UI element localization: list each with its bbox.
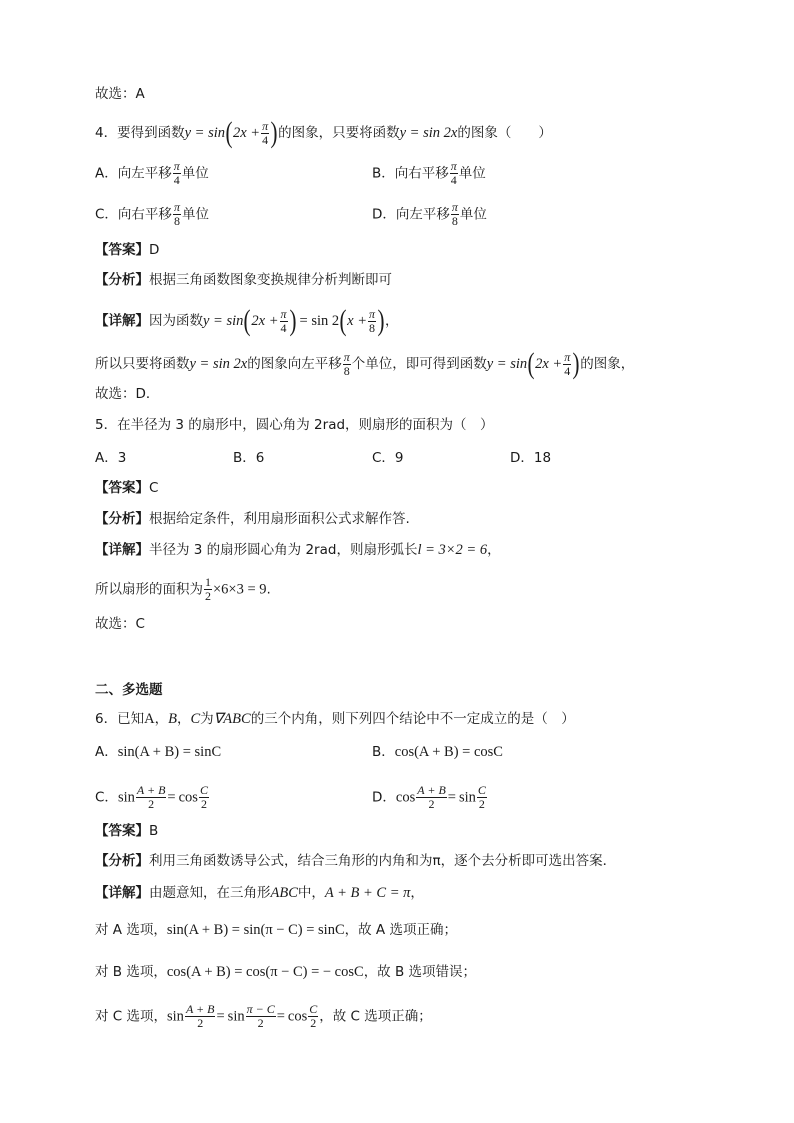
q4-func2: y = sin 2x: [399, 125, 458, 141]
q5-detail: 【详解】半径为 3 的扇形圆心角为 2rad，则扇形弧长l = 3×2 = 6，: [95, 542, 501, 558]
q4-detail: 【详解】因为函数y = sin(2x + $\frac{\pi}{4}$ ) = sin 2(x + $\frac{\pi}{8}$ )，: [95, 304, 399, 337]
fraction-pi-4: $\frac{\pi}{4}$: [564, 349, 571, 378]
q6-answer: 【答案】B: [95, 823, 159, 839]
q4-func1-pre: y = sin: [184, 125, 225, 141]
q4-text-b: 的图象，只要将函数: [278, 125, 400, 141]
q5-option-c: C．9: [372, 450, 404, 466]
q5-analysis: 【分析】根据给定条件，利用扇形面积公式求解作答.: [95, 511, 410, 527]
question-5-stem: 5．在半径为 3 的扇形中，圆心角为 2rad，则扇形的面积为（ ）: [95, 417, 494, 433]
fraction-pi-8: $\frac{\pi}{8}$: [173, 200, 180, 228]
fraction-1-2: $\frac{1}{2}$: [205, 575, 211, 603]
paren-close: ): [270, 116, 278, 149]
fraction-pi-8: $\frac{\pi}{8}$: [369, 306, 376, 335]
q5-option-b: B．6: [233, 450, 265, 466]
fraction-pi-4: $\frac{\pi}{4}$: [173, 159, 180, 187]
line-guxuan-a: 故选：A: [95, 86, 145, 102]
q6-option-b: B．cos(A + B) = cosC: [372, 744, 503, 760]
q5-answer: 【答案】C: [95, 480, 159, 496]
q4-option-b: B．向右平移 $\frac{\pi}{4}$ 单位: [372, 159, 486, 187]
fraction-pi-8: $\frac{\pi}{8}$: [343, 349, 350, 378]
q5-detail-line2: 所以扇形的面积为 $\frac{1}{2}$ ×6×3 = 9.: [95, 575, 271, 603]
q6-detail-option-a: 对 A 选项，sin(A + B) = sin(π − C) = sinC，故 A 选项正确；: [95, 922, 457, 938]
q6-option-a: A．sin(A + B) = sinC: [95, 744, 222, 760]
fraction-pi-8: $\frac{\pi}{8}$: [451, 200, 458, 228]
fraction-pi-4: $\frac{\pi}{4}$: [262, 118, 269, 147]
question-4-stem: [95, 118, 552, 148]
q6-detail-option-c: 对 C 选项，sin $\frac{A + B}{2}$ = sin $\frac{\pi - C}{2}$ = cos $\frac{C}{2}$ ，故 C 选项正确；: [95, 1002, 432, 1030]
q5-conclusion: 故选：C: [95, 616, 145, 632]
q4-option-c: C．向右平移 $\frac{\pi}{8}$ 单位: [95, 200, 209, 228]
q4-text-a: 4．要得到函数: [95, 125, 185, 141]
section-heading-multi-choice: 二、多选题: [95, 682, 163, 698]
q6-detail: 【详解】由题意知，在三角形ABC中，A + B + C = π，: [95, 885, 424, 901]
q4-option-a: A．向左平移 $\frac{\pi}{4}$ 单位: [95, 159, 209, 187]
q4-text-c: 的图象（ ）: [457, 125, 552, 141]
q4-conclusion: 故选：D．: [95, 386, 160, 402]
q6-option-c: C．sin $\frac{A + B}{2}$ = cos $\frac{C}{2}$: [95, 783, 208, 811]
q4-analysis: 【分析】根据三角函数图象变换规律分析判断即可: [95, 272, 392, 288]
q4-func1-inner: 2x +: [233, 125, 261, 141]
fraction-pi-4: $\frac{\pi}{4}$: [280, 306, 287, 335]
q4-answer: 【答案】D: [95, 242, 160, 258]
q6-detail-option-b: 对 B 选项，cos(A + B) = cos(π − C) = − cosC，故 B 选项错误；: [95, 964, 477, 980]
paren-open: (: [225, 116, 233, 149]
q5-option-a: A．3: [95, 450, 127, 466]
q4-option-d: D．向左平移 $\frac{\pi}{8}$ 单位: [372, 200, 487, 228]
fraction-pi-4: $\frac{\pi}{4}$: [450, 159, 457, 187]
q6-analysis: 【分析】利用三角函数诱导公式，结合三角形的内角和为π，逐个去分析即可选出答案．: [95, 853, 617, 869]
q5-option-d: D．18: [510, 450, 552, 466]
question-6-stem: 6．已知A，B，C为∇ABC的三个内角，则下列四个结论中不一定成立的是（ ）: [95, 711, 575, 727]
q6-option-d: D．cos $\frac{A + B}{2}$ = sin $\frac{C}{2}$: [372, 783, 486, 811]
q4-detail-line2: 所以只要将函数y = sin 2x的图象向左平移 $\frac{\pi}{8}$ 个单位，即可得到函数y = sin(2x + $\frac{\pi}{4}$ )的图象，: [95, 347, 635, 380]
